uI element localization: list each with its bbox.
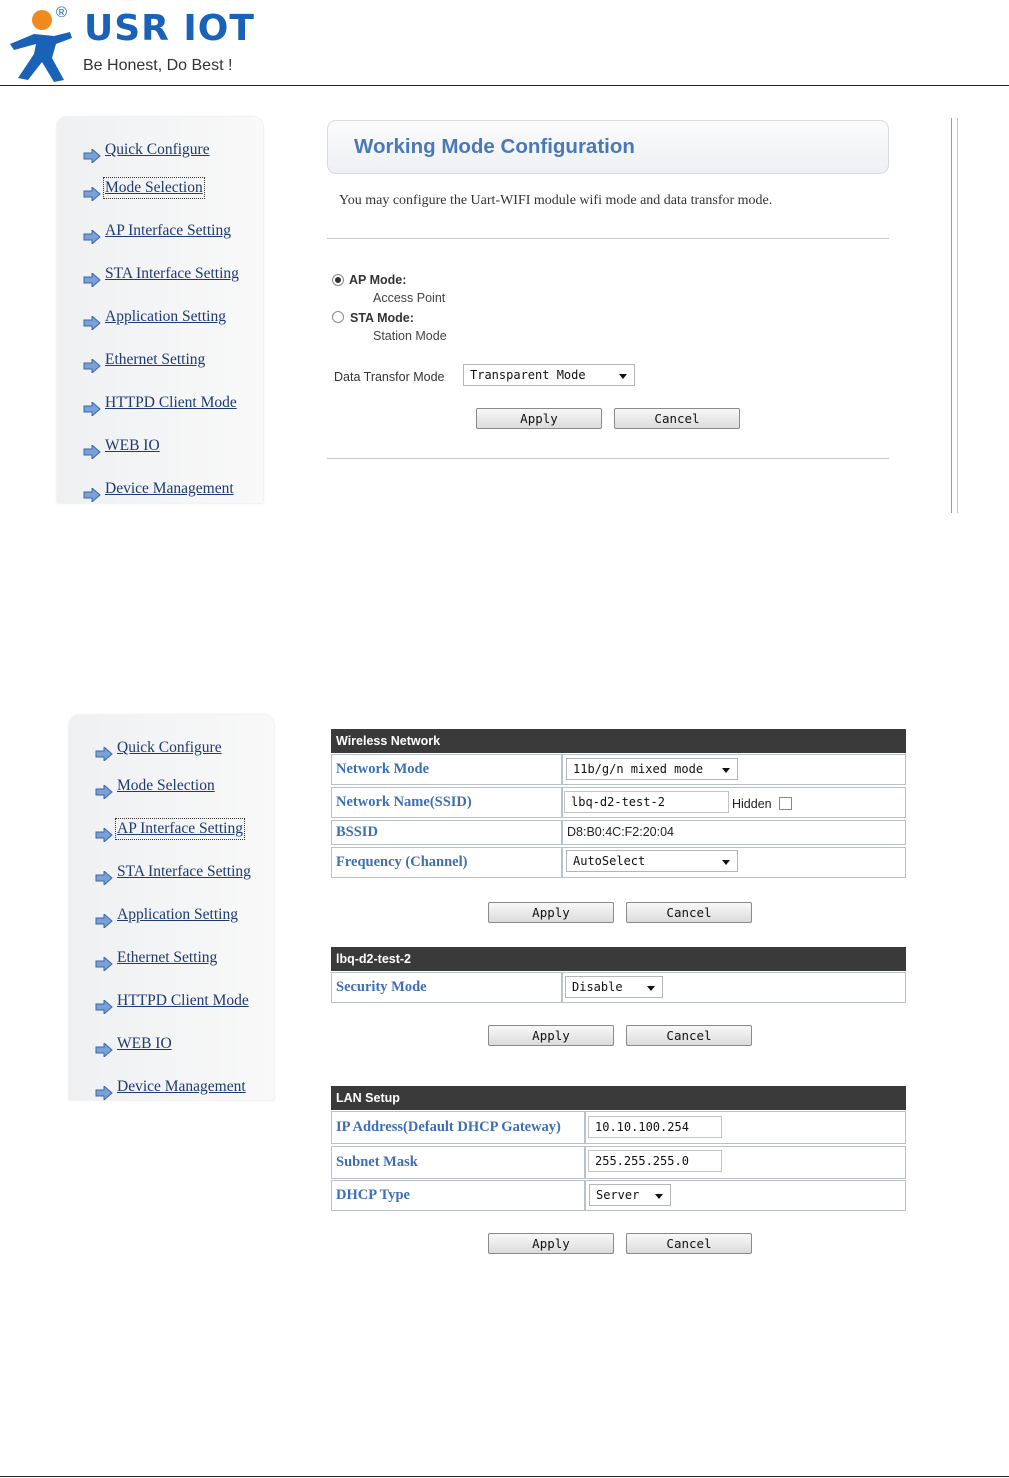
sidebar-item-ethernet[interactable] bbox=[83, 345, 205, 369]
security-mode-label: Security Mode bbox=[331, 972, 562, 1003]
data-transfer-value: Transparent Mode bbox=[470, 368, 586, 382]
lan-cancel-button[interactable]: Cancel bbox=[626, 1233, 752, 1254]
scrollbar[interactable] bbox=[951, 118, 958, 513]
sidebar-link[interactable]: STA Interface Setting bbox=[117, 863, 251, 880]
arrow-right-icon bbox=[95, 871, 113, 885]
sidebar-link[interactable]: Ethernet Setting bbox=[105, 351, 206, 368]
arrow-right-icon bbox=[83, 273, 101, 287]
subnet-mask-label: Subnet Mask bbox=[331, 1146, 585, 1179]
sta-mode-label: STA Mode: bbox=[350, 311, 414, 325]
arrow-right-icon bbox=[83, 149, 101, 163]
network-mode-value: 11b/g/n mixed mode bbox=[573, 762, 704, 776]
page-title: Working Mode Configuration bbox=[354, 135, 635, 158]
sidebar-item-httpd-client[interactable] bbox=[95, 986, 249, 1010]
ip-address-input[interactable]: 10.10.100.254 bbox=[588, 1116, 722, 1138]
ap-mode-sub: Access Point bbox=[373, 291, 446, 305]
sidebar-item-ethernet[interactable] bbox=[95, 943, 217, 967]
sidebar-link[interactable]: AP Interface Setting bbox=[105, 222, 231, 239]
bssid-label: BSSID bbox=[331, 820, 562, 845]
sidebar-item-mode-selection[interactable] bbox=[95, 771, 215, 795]
sidebar-item-sta-interface[interactable] bbox=[83, 259, 239, 283]
sidebar-2 bbox=[69, 715, 274, 1100]
sidebar-link[interactable]: Device Management bbox=[105, 480, 234, 497]
arrow-right-icon bbox=[95, 1000, 113, 1014]
sidebar-item-httpd-client[interactable] bbox=[83, 388, 237, 412]
data-transfer-select[interactable] bbox=[463, 364, 635, 386]
dhcp-type-label: DHCP Type bbox=[331, 1180, 585, 1211]
arrow-right-icon bbox=[83, 230, 101, 244]
brand-name: USR IOT bbox=[84, 8, 255, 49]
wireless-apply-button[interactable]: Apply bbox=[488, 902, 614, 923]
security-mode-select[interactable] bbox=[565, 976, 663, 998]
arrow-right-icon bbox=[95, 828, 113, 842]
sidebar-link[interactable]: HTTPD Client Mode bbox=[117, 992, 249, 1009]
sidebar-link[interactable]: HTTPD Client Mode bbox=[105, 394, 237, 411]
sidebar-1 bbox=[57, 117, 263, 503]
bssid-value: D8:B0:4C:F2:20:04 bbox=[567, 825, 675, 839]
sidebar-item-ap-interface[interactable] bbox=[95, 814, 243, 838]
security-header: lbq-d2-test-2 bbox=[331, 947, 906, 971]
sidebar-link[interactable]: Application Setting bbox=[105, 308, 226, 325]
arrow-right-icon bbox=[83, 445, 101, 459]
wireless-cancel-button[interactable]: Cancel bbox=[626, 902, 752, 923]
sidebar-link[interactable]: WEB IO bbox=[117, 1035, 172, 1052]
subnet-mask-input[interactable]: 255.255.255.0 bbox=[588, 1150, 722, 1172]
security-cancel-button[interactable]: Cancel bbox=[626, 1025, 752, 1046]
sidebar-item-ap-interface[interactable] bbox=[83, 216, 231, 240]
ap-mode-radio[interactable] bbox=[332, 274, 344, 286]
sidebar-item-quick-configure[interactable] bbox=[83, 135, 210, 159]
ssid-label: Network Name(SSID) bbox=[331, 787, 562, 818]
divider-top bbox=[327, 238, 889, 239]
network-mode-select[interactable] bbox=[566, 758, 738, 780]
chevron-down-icon bbox=[647, 986, 655, 991]
arrow-right-icon bbox=[95, 785, 113, 799]
data-transfer-label: Data Transfor Mode bbox=[334, 370, 445, 384]
arrow-right-icon bbox=[83, 316, 101, 330]
arrow-right-icon bbox=[83, 488, 101, 502]
sidebar-link[interactable]: Quick Configure bbox=[117, 739, 222, 756]
bssid-cell bbox=[562, 820, 906, 845]
chevron-down-icon bbox=[722, 860, 730, 865]
security-mode-value: Disable bbox=[572, 980, 623, 994]
sidebar-link[interactable]: WEB IO bbox=[105, 437, 160, 454]
sidebar-link[interactable]: Mode Selection bbox=[105, 179, 203, 196]
page-description: You may configure the Uart-WIFI module wifi mode and data transfor mode. bbox=[339, 193, 773, 208]
cancel-button[interactable]: Cancel bbox=[614, 408, 740, 429]
hidden-checkbox[interactable] bbox=[779, 797, 792, 810]
chevron-down-icon bbox=[722, 768, 730, 773]
lan-setup-header: LAN Setup bbox=[331, 1086, 906, 1110]
hidden-label: Hidden bbox=[732, 797, 772, 811]
sta-mode-radio[interactable] bbox=[332, 311, 344, 323]
sidebar-link[interactable]: STA Interface Setting bbox=[105, 265, 239, 282]
frequency-label: Frequency (Channel) bbox=[331, 847, 562, 878]
sidebar-item-web-io[interactable] bbox=[83, 431, 160, 455]
chevron-down-icon bbox=[619, 374, 627, 379]
security-apply-button[interactable]: Apply bbox=[488, 1025, 614, 1046]
sidebar-item-device-management[interactable] bbox=[95, 1072, 246, 1096]
arrow-right-icon bbox=[95, 1043, 113, 1057]
arrow-right-icon bbox=[95, 1086, 113, 1100]
sidebar-item-device-management[interactable] bbox=[83, 474, 234, 498]
lan-apply-button[interactable]: Apply bbox=[488, 1233, 614, 1254]
sidebar-item-mode-selection[interactable] bbox=[83, 173, 203, 197]
sidebar-link[interactable]: Quick Configure bbox=[105, 141, 210, 158]
dhcp-type-select[interactable] bbox=[589, 1184, 671, 1206]
sidebar-item-quick-configure[interactable] bbox=[95, 733, 222, 757]
sidebar-link[interactable]: Device Management bbox=[117, 1078, 246, 1095]
chevron-down-icon bbox=[655, 1194, 663, 1199]
sidebar-link[interactable]: Ethernet Setting bbox=[117, 949, 218, 966]
registered-mark: ® bbox=[56, 4, 68, 21]
dhcp-type-value: Server bbox=[596, 1188, 640, 1202]
brand-slogan: Be Honest, Do Best ! bbox=[83, 57, 233, 74]
sidebar-link[interactable]: Application Setting bbox=[117, 906, 238, 923]
arrow-right-icon bbox=[83, 359, 101, 373]
arrow-right-icon bbox=[95, 747, 113, 761]
sidebar-item-application[interactable] bbox=[83, 302, 226, 326]
divider-bottom bbox=[327, 458, 889, 459]
header-divider bbox=[0, 85, 1009, 86]
apply-button[interactable]: Apply bbox=[476, 408, 602, 429]
arrow-right-icon bbox=[95, 914, 113, 928]
sidebar-item-sta-interface[interactable] bbox=[95, 857, 251, 881]
wireless-network-header: Wireless Network bbox=[331, 729, 906, 753]
ip-address-label: IP Address(Default DHCP Gateway) bbox=[331, 1111, 585, 1144]
sidebar-link[interactable]: AP Interface Setting bbox=[117, 820, 243, 837]
arrow-right-icon bbox=[83, 187, 101, 201]
frequency-value: AutoSelect bbox=[573, 854, 646, 868]
page-title-box bbox=[327, 120, 889, 174]
ssid-input[interactable]: lbq-d2-test-2 bbox=[564, 791, 729, 813]
sidebar-item-web-io[interactable] bbox=[95, 1029, 172, 1053]
footer-divider bbox=[0, 1476, 1009, 1477]
sidebar-item-application[interactable] bbox=[95, 900, 238, 924]
ap-mode-label: AP Mode: bbox=[349, 273, 407, 287]
radio-selected-dot bbox=[335, 277, 341, 283]
arrow-right-icon bbox=[95, 957, 113, 971]
sidebar-link[interactable]: Mode Selection bbox=[117, 777, 215, 794]
frequency-select[interactable] bbox=[566, 850, 738, 872]
arrow-right-icon bbox=[83, 402, 101, 416]
sta-mode-sub: Station Mode bbox=[373, 329, 447, 343]
network-mode-label: Network Mode bbox=[331, 754, 562, 785]
